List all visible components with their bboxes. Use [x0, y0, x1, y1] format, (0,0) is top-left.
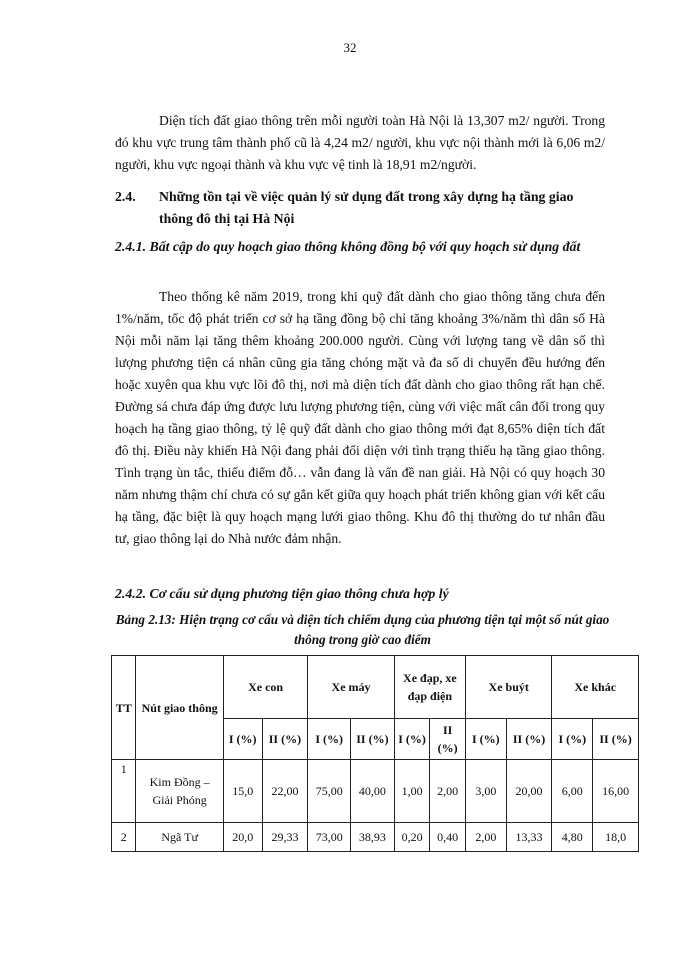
row-node-name: Ngã Tư	[136, 823, 223, 852]
row-tt: 1	[112, 760, 136, 823]
table-row	[112, 823, 639, 852]
header-tt: TT	[112, 656, 136, 760]
row-value: 6,00	[552, 760, 593, 823]
row-value: 18,0	[593, 823, 639, 852]
row-value: 20,0	[223, 823, 262, 852]
row-value: 29,33	[262, 823, 308, 852]
header-group-motorbike: Xe máy	[308, 656, 394, 719]
section-heading-2-4	[115, 186, 605, 230]
subheader-ii: II (%)	[262, 719, 308, 760]
subheader-i: I (%)	[394, 719, 430, 760]
vehicle-structure-table	[111, 655, 639, 852]
row-node-name: Kim Đồng – Giải Phóng	[136, 760, 223, 823]
page-number: 32	[343, 40, 357, 55]
row-value: 2,00	[430, 760, 466, 823]
header-group-bus: Xe buýt	[465, 656, 551, 719]
row-tt: 2	[112, 823, 136, 852]
table-row	[112, 760, 639, 823]
header-group-other: Xe khác	[552, 656, 639, 719]
row-value: 16,00	[593, 760, 639, 823]
table-header-row	[112, 656, 639, 719]
row-value: 73,00	[308, 823, 351, 852]
section-number: 2.4.	[115, 189, 136, 204]
subheader-i: I (%)	[465, 719, 506, 760]
row-value: 40,00	[351, 760, 395, 823]
section-title-line-2: thông đô thị tại Hà Nội	[159, 211, 295, 226]
subheader-i: I (%)	[552, 719, 593, 760]
row-value: 38,93	[351, 823, 395, 852]
row-value: 3,00	[465, 760, 506, 823]
subheader-ii: II (%)	[506, 719, 552, 760]
row-value: 0,20	[394, 823, 430, 852]
row-value: 75,00	[308, 760, 351, 823]
row-value: 20,00	[506, 760, 552, 823]
subheader-ii: II (%)	[430, 719, 466, 760]
row-value: 1,00	[394, 760, 430, 823]
header-group-bicycle: Xe đạp, xe đạp điện	[394, 656, 465, 719]
row-value: 2,00	[465, 823, 506, 852]
row-value: 0,40	[430, 823, 466, 852]
subheader-i: I (%)	[308, 719, 351, 760]
paragraph-traffic-planning: Theo thống kê năm 2019, trong khi quỹ đất dành cho giao thông tăng chưa đến 1%/năm, tốc độ phát triển cơ sở hạ tầng đồng bộ chỉ tăng khoảng 3%/năm thì dân số Hà Nội mỗi năm lại tăng thêm khoảng 200.000 người. Cùng với lượng tang về dân số thì lượng phương tiện cá nhân cũng gia tăng chóng mặt và đa số di chuyển đều hướng đến hoặc xuyên qua khu vực lõi đô thị, nơi mà diện tích đất dành cho giao thông rất hạn chế. Đường sá chưa đáp ứng được lưu lượng phương tiện, cùng với việc mất cân đối trong quy hoạch hạ tầng giao thông, tỷ lệ quỹ đất dành cho giao thông mới đạt 8,65% diện tích đất đô thị. Điều này khiến Hà Nội đang phải đối diện với tình trạng thiếu hạ tầng giao thông. Tình trạng ùn tắc, thiếu điểm đỗ… vẫn đang là vấn đề nan giải. Hà Nội có quy hoạch 30 năm nhưng thậm chí chưa có sự gắn kết giữa quy hoạch phát triển không gian với kết cấu hạ tầng, đặc biệt là quy hoạch mạng lưới giao thông. Khu đô thị thường do tư nhân đầu tư, giao thông lại do Nhà nước đảm nhận.	[115, 289, 605, 546]
subheader-ii: II (%)	[351, 719, 395, 760]
header-node: Nút giao thông	[136, 656, 223, 760]
row-value: 4,80	[552, 823, 593, 852]
header-group-car: Xe con	[223, 656, 307, 719]
paragraph-traffic-land-area: Diện tích đất giao thông trên mỗi người toàn Hà Nội là 13,307 m2/ người. Trong đó khu vực trung tâm thành phố cũ là 4,24 m2/ người, khu vực nội thành mới là 6,06 m2/ người, khu vực ngoại thành và khu vực vệ tinh là 18,91 m2/người.	[115, 113, 605, 172]
row-value: 13,33	[506, 823, 552, 852]
section-title-line-1: Những tồn tại về việc quản lý sử dụng đất trong xây dựng hạ tầng giao	[159, 189, 574, 204]
subsection-heading-2-4-1: 2.4.1. Bất cập do quy hoạch giao thông không đồng bộ với quy hoạch sử dụng đất	[115, 239, 581, 254]
row-value: 22,00	[262, 760, 308, 823]
subheader-ii: II (%)	[593, 719, 639, 760]
table-caption: Bảng 2.13: Hiện trạng cơ cấu và diện tích chiếm dụng của phương tiện tại một số nút giao thông trong giờ cao điểm	[115, 612, 610, 647]
subsection-heading-2-4-2: 2.4.2. Cơ cấu sử dụng phương tiện giao thông chưa hợp lý	[115, 586, 449, 601]
subheader-i: I (%)	[223, 719, 262, 760]
row-value: 15,0	[223, 760, 262, 823]
